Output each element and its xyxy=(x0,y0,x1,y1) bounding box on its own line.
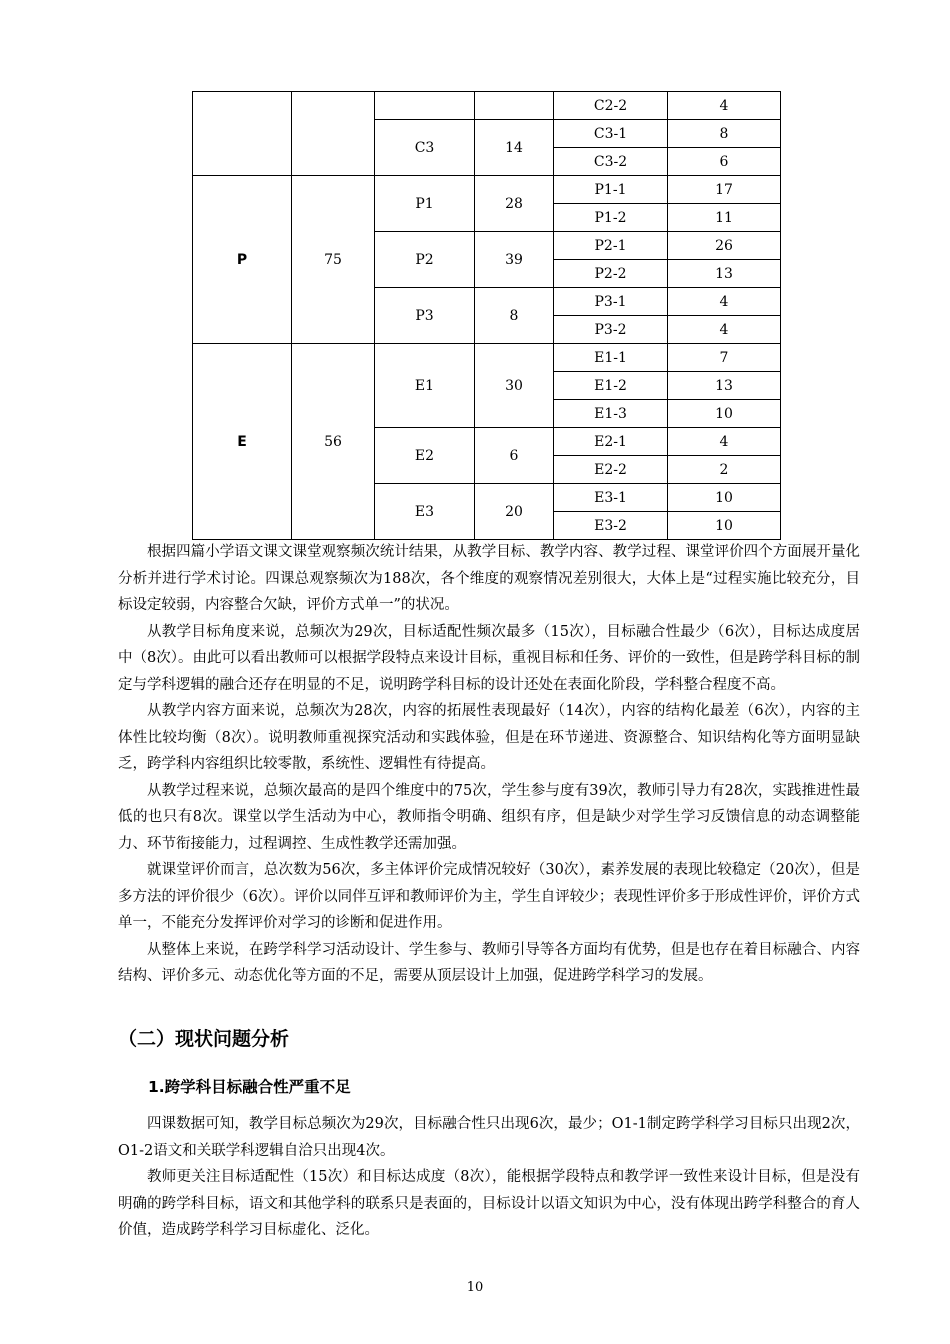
count-cell: 10 xyxy=(668,512,781,540)
observation-frequency-table xyxy=(192,91,781,540)
indicator-total-cell: 39 xyxy=(475,232,554,288)
table-row xyxy=(193,176,781,204)
item-cell: C3-1 xyxy=(554,120,668,148)
count-cell: 4 xyxy=(668,92,781,120)
indicator-cell: P2 xyxy=(375,232,475,288)
item-cell: C3-2 xyxy=(554,148,668,176)
count-cell: 6 xyxy=(668,148,781,176)
item-cell: E1-2 xyxy=(554,372,668,400)
item-cell: E3-2 xyxy=(554,512,668,540)
indicator-total-cell: 6 xyxy=(475,428,554,484)
paragraph: 根据四篇小学语文课文课堂观察频次统计结果，从教学目标、教学内容、教学过程、课堂评价四个方面展开量化分析并进行学术讨论。四课总观察频次为188次，各个维度的观察情况差别很大，大体上是“过程实施比较充分，目标设定较弱，内容整合欠缺，评价方式单一”的状况。 xyxy=(118,544,860,613)
indicator-total-cell: 8 xyxy=(475,288,554,344)
table-row xyxy=(193,92,781,120)
page-number: 10 xyxy=(466,1280,484,1295)
item-cell: P1-2 xyxy=(554,204,668,232)
analysis-text xyxy=(118,539,860,990)
indicator-cell xyxy=(375,92,475,120)
count-cell: 2 xyxy=(668,456,781,484)
table-row xyxy=(193,344,781,372)
problem-analysis-text xyxy=(118,1111,860,1244)
count-cell: 8 xyxy=(668,120,781,148)
paragraph: 从整体上来说，在跨学科学习活动设计、学生参与、教师引导等各方面均有优势，但是也存在着目标融合、内容结构、评价多元、动态优化等方面的不足，需要从顶层设计上加强，促进跨学科学习的发展。 xyxy=(118,941,860,984)
item-cell: E3-1 xyxy=(554,484,668,512)
paragraph: 从教学过程来说，总频次最高的是四个维度中的75次，学生参与度有39次，教师引导力有28次，实践推进性最低的也只有8次。课堂以学生活动为中心，教师指令明确、组织有序，但是缺少对学生学习反馈信息的动态调整能力、环节衔接能力，过程调控、生成性教学还需加强。 xyxy=(118,782,860,852)
dimension-cell: E xyxy=(193,344,292,540)
indicator-total-cell: 14 xyxy=(475,120,554,176)
count-cell: 7 xyxy=(668,344,781,372)
sub-heading: 1.跨学科目标融合性严重不足 xyxy=(148,1078,351,1096)
indicator-cell: P1 xyxy=(375,176,475,232)
count-cell: 13 xyxy=(668,260,781,288)
paragraph: 四课数据可知，教学目标总频次为29次，目标融合性只出现6次，最少；O1-1制定跨学科学习目标只出现2次，O1-2语文和关联学科逻辑自洽只出现4次。 xyxy=(118,1116,860,1159)
paragraph: 就课堂评价而言，总次数为56次，多主体评价完成情况较好（30次），素养发展的表现比较稳定（20次），但是多方法的评价很少（6次）。评价以同伴互评和教师评价为主，学生自评较少；表现性评价多于形成性评价，评价方式单一，不能充分发挥评价对学习的诊断和促进作用。 xyxy=(118,862,860,931)
count-cell: 10 xyxy=(668,484,781,512)
item-cell: E1-1 xyxy=(554,344,668,372)
item-cell: C2-2 xyxy=(554,92,668,120)
indicator-total-cell: 28 xyxy=(475,176,554,232)
indicator-cell: E1 xyxy=(375,344,475,428)
indicator-cell: P3 xyxy=(375,288,475,344)
indicator-cell: C3 xyxy=(375,120,475,176)
item-cell: E1-3 xyxy=(554,400,668,428)
count-cell: 10 xyxy=(668,400,781,428)
indicator-total-cell: 20 xyxy=(475,484,554,540)
dimension-total-cell: 75 xyxy=(292,176,375,344)
count-cell: 4 xyxy=(668,288,781,316)
item-cell: P2-1 xyxy=(554,232,668,260)
dimension-cell: P xyxy=(193,176,292,344)
item-cell: P3-2 xyxy=(554,316,668,344)
item-cell: E2-2 xyxy=(554,456,668,484)
count-cell: 4 xyxy=(668,316,781,344)
indicator-total-cell xyxy=(475,92,554,120)
count-cell: 13 xyxy=(668,372,781,400)
count-cell: 17 xyxy=(668,176,781,204)
dimension-total-cell xyxy=(292,92,375,176)
indicator-total-cell: 30 xyxy=(475,344,554,428)
item-cell: P2-2 xyxy=(554,260,668,288)
count-cell: 11 xyxy=(668,204,781,232)
dimension-total-cell: 56 xyxy=(292,344,375,540)
dimension-cell xyxy=(193,92,292,176)
item-cell: P1-1 xyxy=(554,176,668,204)
section-heading: （二）现状问题分析 xyxy=(118,1028,290,1050)
indicator-cell: E2 xyxy=(375,428,475,484)
item-cell: E2-1 xyxy=(554,428,668,456)
paragraph: 从教学目标角度来说，总频次为29次，目标适配性频次最多（15次），目标融合性最少（6次），目标达成度居中（8次）。由此可以看出教师可以根据学段特点来设计目标，重视目标和任务、评价的一致性，但是跨学科目标的制定与学科逻辑的融合还存在明显的不足，说明跨学科目标的设计还处在表面化阶段，学科整合程度不高。 xyxy=(118,623,860,693)
indicator-cell: E3 xyxy=(375,484,475,540)
item-cell: P3-1 xyxy=(554,288,668,316)
count-cell: 26 xyxy=(668,232,781,260)
count-cell: 4 xyxy=(668,428,781,456)
paragraph: 从教学内容方面来说，总频次为28次，内容的拓展性表现最好（14次），内容的结构化最差（6次），内容的主体性比较均衡（8次）。说明教师重视探究活动和实践体验，但是在环节递进、资源整合、知识结构化等方面明显缺乏，跨学科内容组织比较零散，系统性、逻辑性有待提高。 xyxy=(118,703,860,772)
paragraph: 教师更关注目标适配性（15次）和目标达成度（8次），能根据学段特点和教学评一致性来设计目标，但是没有明确的跨学科目标，语文和其他学科的联系只是表面的，目标设计以语文知识为中心，没有体现出跨学科整合的育人价值，造成跨学科学习目标虚化、泛化。 xyxy=(118,1169,860,1238)
